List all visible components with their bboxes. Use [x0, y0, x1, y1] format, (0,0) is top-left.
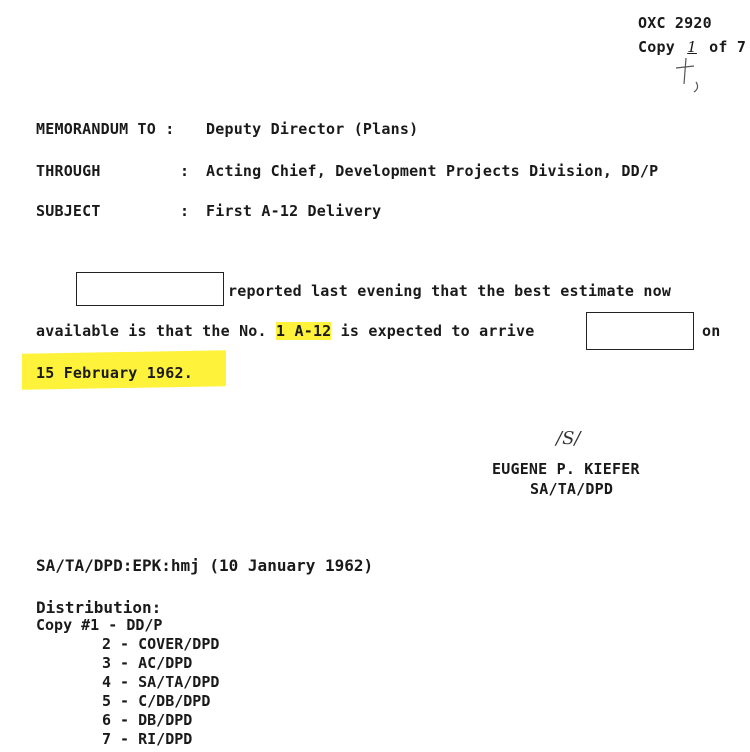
control-number: OXC 2920: [638, 14, 712, 32]
body-line-2: [36, 322, 535, 340]
distribution-item-value: COVER/DPD: [138, 635, 220, 653]
copy-of: of 7: [709, 38, 747, 56]
highlight-date: 15 February 1962.: [36, 364, 193, 382]
memo-through-value: Acting Chief, Development Projects Division, DD/P: [206, 162, 659, 180]
body-line-1: reported last evening that the best estimate now: [228, 282, 672, 300]
body-line-2-end: on: [702, 322, 721, 340]
distribution-item: [36, 616, 162, 634]
distribution-item-value: DD/P: [126, 616, 163, 634]
distribution-item-label: 4 -: [102, 673, 130, 691]
memo-to-value: Deputy Director (Plans): [206, 120, 419, 138]
distribution-item-value: C/DB/DPD: [138, 692, 211, 710]
memo-subject-sep: :: [180, 202, 190, 220]
distribution-item-value: SA/TA/DPD: [138, 673, 220, 691]
distribution-item: [102, 711, 192, 729]
distribution-item-label: 6 -: [102, 711, 130, 729]
memo-through-sep: :: [180, 162, 190, 180]
distribution-item: [102, 635, 219, 653]
signature-mark: /S/: [556, 428, 581, 449]
highlight-aircraft: 1 A-12: [276, 322, 332, 340]
distribution-item-label: 2 -: [102, 635, 130, 653]
body-line-2-pre: available is that the No.: [36, 322, 267, 340]
distribution-item-value: AC/DPD: [138, 654, 193, 672]
redaction-box-1: [76, 272, 224, 306]
distribution-item-value: RI/DPD: [138, 730, 193, 748]
memo-to-label: MEMORANDUM TO :: [36, 120, 175, 138]
distribution-item: [102, 673, 219, 691]
handwritten-mark-icon: [672, 54, 712, 94]
reference-line: SA/TA/DPD:EPK:hmj (10 January 1962): [36, 556, 374, 575]
distribution-item-label: 5 -: [102, 692, 130, 710]
distribution-title: Distribution:: [36, 598, 162, 617]
copy-label: Copy: [638, 38, 675, 56]
redaction-box-2: [586, 312, 694, 350]
distribution-item: [102, 654, 192, 672]
distribution-item-label: 7 -: [102, 730, 130, 748]
distribution-item-label: 3 -: [102, 654, 130, 672]
distribution-item-value: DB/DPD: [138, 711, 193, 729]
signature-office: SA/TA/DPD: [530, 480, 614, 498]
signature-name: EUGENE P. KIEFER: [492, 460, 640, 478]
body-line-2-post: is expected to arrive: [340, 322, 535, 340]
memo-through-label: THROUGH: [36, 162, 101, 180]
copy-number: 1: [687, 38, 697, 56]
memo-subject-label: SUBJECT: [36, 202, 101, 220]
distribution-item-label: Copy #1 -: [36, 616, 118, 634]
memo-subject-value: First A-12 Delivery: [206, 202, 382, 220]
distribution-item: [102, 730, 192, 748]
distribution-item: [102, 692, 210, 710]
